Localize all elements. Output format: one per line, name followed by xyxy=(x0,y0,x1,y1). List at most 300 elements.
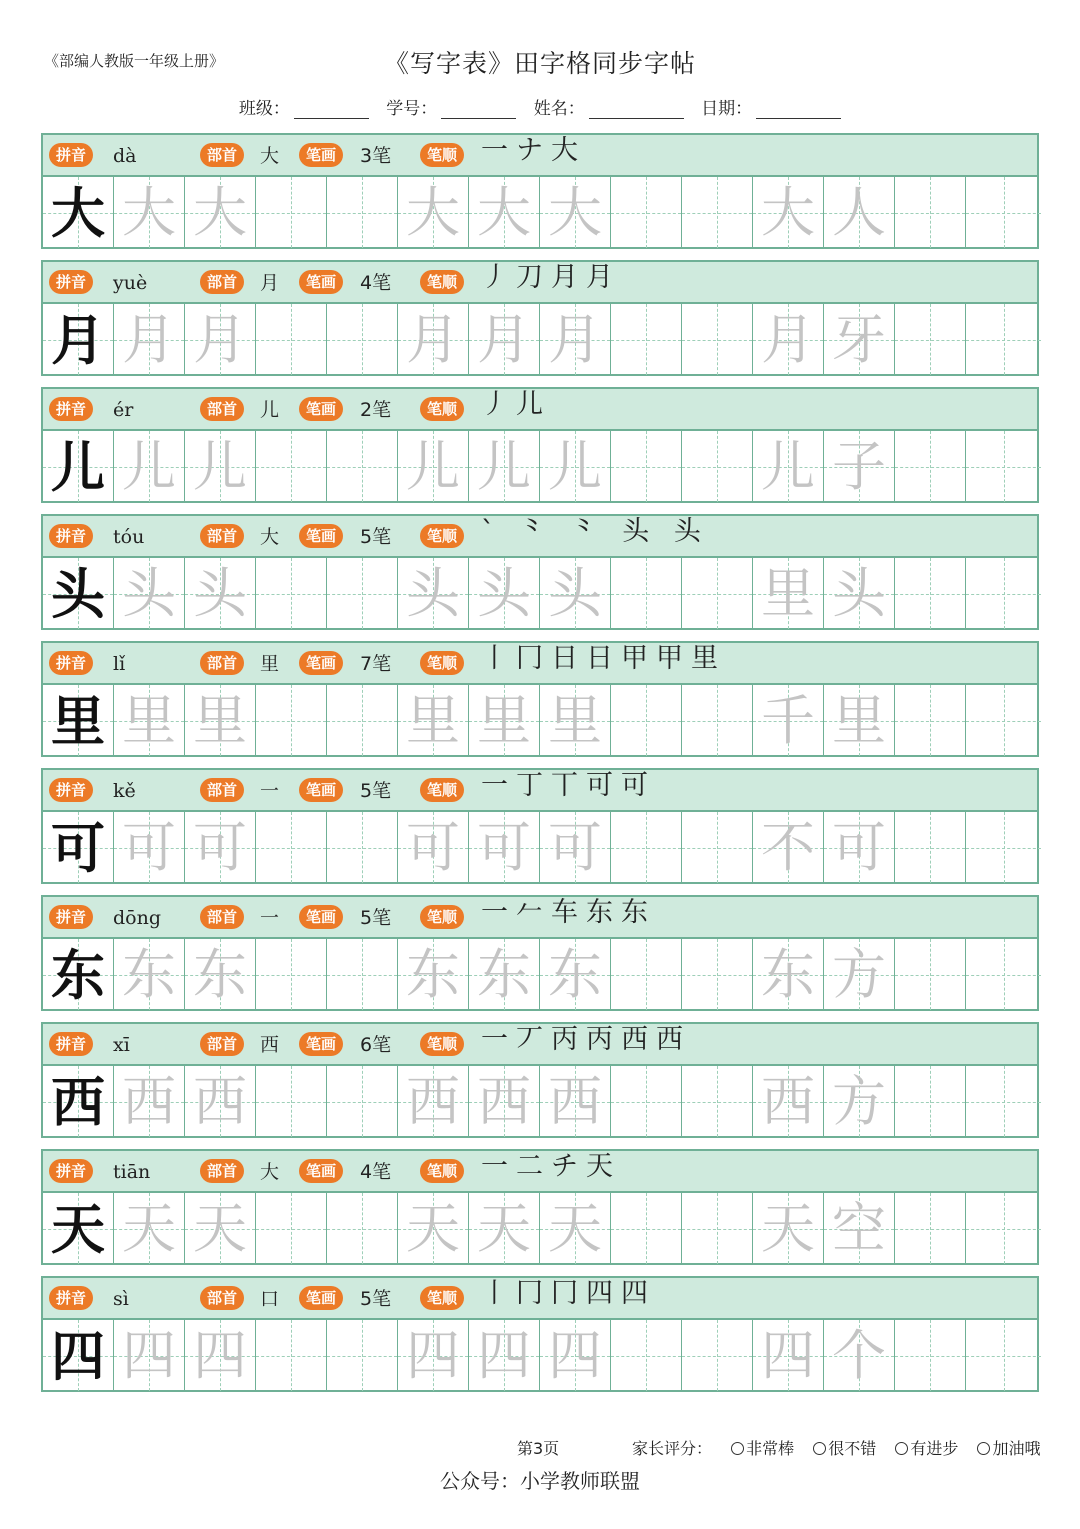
grid-cell[interactable] xyxy=(895,558,966,629)
grid-cell xyxy=(185,1066,256,1137)
pinyin-value: lǐ xyxy=(113,653,126,675)
grid-cell xyxy=(43,1066,114,1137)
trace-character: 天 xyxy=(122,1196,176,1260)
strokes-tag: 笔画 xyxy=(299,270,343,294)
grid-cell[interactable] xyxy=(611,558,682,629)
stroke-order-value: 丨冂冂四四 xyxy=(481,1278,656,1309)
trace-character: 可 xyxy=(122,815,176,879)
grid-cell[interactable] xyxy=(682,685,753,756)
trace-character: 东 xyxy=(406,942,460,1006)
word-character: 个 xyxy=(832,1323,886,1387)
word-character: 牙 xyxy=(832,307,886,371)
stroke-order-tag: 笔顺 xyxy=(420,397,464,421)
grid-cell xyxy=(469,939,540,1010)
grid-cell[interactable] xyxy=(682,812,753,883)
strokes-tag: 笔画 xyxy=(299,524,343,548)
pinyin-value: ér xyxy=(113,399,134,421)
grid-cell[interactable] xyxy=(327,304,398,375)
stroke-order-value: 一ナ大 xyxy=(481,135,586,166)
grid-cell[interactable] xyxy=(256,685,327,756)
grid-cell xyxy=(824,1320,895,1391)
grid-cell xyxy=(824,1193,895,1264)
grid-cell[interactable] xyxy=(682,304,753,375)
grid-cell xyxy=(753,685,824,756)
trace-character: 可 xyxy=(477,815,531,879)
grid-cell xyxy=(185,1193,256,1264)
trace-character: 儿 xyxy=(406,434,460,498)
grid-cell xyxy=(824,558,895,629)
trace-character: 大 xyxy=(406,180,460,244)
grid-cell[interactable] xyxy=(256,939,327,1010)
word-character: 方 xyxy=(832,1069,886,1133)
pinyin-value: sì xyxy=(113,1288,129,1310)
radical-value: 一 xyxy=(260,907,280,929)
grid-cell[interactable] xyxy=(256,558,327,629)
pinyin-tag: 拼音 xyxy=(49,1159,93,1183)
grid-cell[interactable] xyxy=(966,812,1041,883)
grid-cell xyxy=(43,431,114,502)
pinyin-tag: 拼音 xyxy=(49,651,93,675)
practice-row xyxy=(41,1276,1039,1392)
radical-value: 月 xyxy=(260,272,280,294)
trace-character: 头 xyxy=(548,561,602,625)
grid-cell xyxy=(398,431,469,502)
word-character: 儿 xyxy=(761,434,815,498)
trace-character: 四 xyxy=(122,1323,176,1387)
radical-value: 大 xyxy=(260,1161,280,1183)
grid-cell xyxy=(398,685,469,756)
grid-cell xyxy=(114,685,185,756)
eval-label: 家长评分： xyxy=(632,1439,713,1458)
student-info xyxy=(0,94,1080,119)
trace-character: 头 xyxy=(193,561,247,625)
grid-cell xyxy=(540,812,611,883)
strokes-value: 3笔 xyxy=(360,145,392,167)
word-character: 东 xyxy=(761,942,815,1006)
model-character: 西 xyxy=(51,1069,105,1134)
pinyin-value: tiān xyxy=(113,1161,151,1183)
grid-cell[interactable] xyxy=(256,1066,327,1137)
tianzige-grid xyxy=(43,812,1037,883)
grid-cell xyxy=(753,304,824,375)
eval-option-progress[interactable]: 有进步 xyxy=(895,1439,958,1458)
tianzige-grid xyxy=(43,939,1037,1010)
grid-cell[interactable] xyxy=(611,939,682,1010)
grid-cell xyxy=(43,685,114,756)
stroke-order-value: 一丆丙丙西西 xyxy=(481,1024,691,1055)
tianzige-grid xyxy=(43,1066,1037,1137)
grid-cell xyxy=(540,1320,611,1391)
class-blank[interactable] xyxy=(294,102,369,119)
grid-cell xyxy=(824,1066,895,1137)
date-field[interactable] xyxy=(701,94,841,119)
grid-cell xyxy=(753,812,824,883)
radical-tag: 部首 xyxy=(200,1286,244,1310)
row-header xyxy=(43,1151,1037,1193)
trace-character: 儿 xyxy=(548,434,602,498)
trace-character: 里 xyxy=(548,688,602,752)
strokes-value: 5笔 xyxy=(360,1288,392,1310)
radical-value: 口 xyxy=(260,1288,280,1310)
trace-character: 西 xyxy=(193,1069,247,1133)
trace-character: 西 xyxy=(548,1069,602,1133)
strokes-value: 4笔 xyxy=(360,1161,392,1183)
grid-cell xyxy=(540,431,611,502)
trace-character: 东 xyxy=(477,942,531,1006)
model-character: 四 xyxy=(51,1323,105,1388)
grid-cell xyxy=(469,177,540,248)
radical-value: 里 xyxy=(260,653,280,675)
trace-character: 西 xyxy=(406,1069,460,1133)
grid-cell[interactable] xyxy=(256,431,327,502)
trace-character: 儿 xyxy=(122,434,176,498)
model-character: 可 xyxy=(51,815,105,880)
grid-cell[interactable] xyxy=(682,177,753,248)
grid-cell[interactable] xyxy=(682,558,753,629)
grid-cell xyxy=(753,177,824,248)
tianzige-grid xyxy=(43,1193,1037,1264)
grid-cell[interactable] xyxy=(895,304,966,375)
trace-character: 里 xyxy=(193,688,247,752)
radical-value: 大 xyxy=(260,145,280,167)
grid-cell[interactable] xyxy=(327,939,398,1010)
date-label: 日期： xyxy=(701,99,753,119)
practice-row xyxy=(41,641,1039,757)
stroke-order-tag: 笔顺 xyxy=(420,524,464,548)
model-character: 里 xyxy=(51,688,105,753)
trace-character: 月 xyxy=(122,307,176,371)
student-id-field[interactable] xyxy=(386,94,516,119)
student-id-blank[interactable] xyxy=(441,102,516,119)
class-label: 班级： xyxy=(238,99,290,119)
grid-cell xyxy=(540,558,611,629)
class-field[interactable] xyxy=(239,94,369,119)
date-blank[interactable] xyxy=(756,102,841,119)
grid-cell[interactable] xyxy=(966,177,1041,248)
practice-row xyxy=(41,260,1039,376)
grid-cell[interactable] xyxy=(895,1193,966,1264)
row-header xyxy=(43,643,1037,685)
grid-cell xyxy=(185,812,256,883)
strokes-tag: 笔画 xyxy=(299,1032,343,1056)
grid-cell[interactable] xyxy=(611,177,682,248)
trace-character: 里 xyxy=(477,688,531,752)
grid-cell xyxy=(469,812,540,883)
stroke-order-tag: 笔顺 xyxy=(420,143,464,167)
pinyin-tag: 拼音 xyxy=(49,1286,93,1310)
grid-cell[interactable] xyxy=(966,1320,1041,1391)
grid-cell[interactable] xyxy=(895,1320,966,1391)
radical-value: 大 xyxy=(260,526,280,548)
grid-cell xyxy=(114,177,185,248)
grid-cell xyxy=(540,177,611,248)
radical-tag: 部首 xyxy=(200,397,244,421)
trace-character: 四 xyxy=(548,1323,602,1387)
radical-value: 西 xyxy=(260,1034,280,1056)
stroke-order-value: ` ⺀ ⺀ 头 头 xyxy=(481,516,709,547)
grid-cell xyxy=(753,1066,824,1137)
radical-tag: 部首 xyxy=(200,651,244,675)
strokes-tag: 笔画 xyxy=(299,1286,343,1310)
grid-cell xyxy=(43,812,114,883)
pinyin-value: tóu xyxy=(113,526,145,548)
word-character: 子 xyxy=(832,434,886,498)
word-character: 可 xyxy=(832,815,886,879)
strokes-value: 6笔 xyxy=(360,1034,392,1056)
account-label: 公众号：小学教师联盟 xyxy=(440,1469,640,1493)
grid-cell xyxy=(43,939,114,1010)
grid-cell[interactable] xyxy=(256,304,327,375)
edition-label: 《部编人教版一年级上册》 xyxy=(44,52,225,70)
grid-cell[interactable] xyxy=(327,812,398,883)
practice-row xyxy=(41,1022,1039,1138)
trace-character: 四 xyxy=(193,1323,247,1387)
stroke-order-value: 一丁丅可可 xyxy=(481,770,656,801)
grid-cell xyxy=(753,1320,824,1391)
radical-value: 一 xyxy=(260,780,280,802)
grid-cell[interactable] xyxy=(327,431,398,502)
strokes-tag: 笔画 xyxy=(299,651,343,675)
trace-character: 可 xyxy=(193,815,247,879)
row-header xyxy=(43,135,1037,177)
strokes-value: 5笔 xyxy=(360,526,392,548)
tianzige-grid xyxy=(43,431,1037,502)
grid-cell[interactable] xyxy=(966,431,1041,502)
name-field[interactable] xyxy=(534,94,684,119)
grid-cell xyxy=(824,304,895,375)
pinyin-tag: 拼音 xyxy=(49,270,93,294)
word-character: 人 xyxy=(832,180,886,244)
model-character: 大 xyxy=(51,180,105,245)
grid-cell xyxy=(469,304,540,375)
grid-cell xyxy=(540,1193,611,1264)
practice-row xyxy=(41,895,1039,1011)
grid-cell[interactable] xyxy=(256,1193,327,1264)
tianzige-grid xyxy=(43,177,1037,248)
strokes-tag: 笔画 xyxy=(299,1159,343,1183)
practice-row xyxy=(41,514,1039,630)
trace-character: 里 xyxy=(122,688,176,752)
row-header xyxy=(43,262,1037,304)
radical-tag: 部首 xyxy=(200,524,244,548)
pinyin-tag: 拼音 xyxy=(49,778,93,802)
pinyin-value: xī xyxy=(113,1034,130,1056)
grid-cell[interactable] xyxy=(327,1320,398,1391)
trace-character: 四 xyxy=(406,1323,460,1387)
grid-cell xyxy=(540,1066,611,1137)
trace-character: 头 xyxy=(477,561,531,625)
word-character: 方 xyxy=(832,942,886,1006)
stroke-order-tag: 笔顺 xyxy=(420,1159,464,1183)
word-character: 头 xyxy=(832,561,886,625)
stroke-order-tag: 笔顺 xyxy=(420,270,464,294)
practice-row xyxy=(41,387,1039,503)
grid-cell[interactable] xyxy=(895,177,966,248)
grid-cell xyxy=(398,177,469,248)
practice-rows xyxy=(41,133,1039,1403)
stroke-order-value: 一二チ天 xyxy=(481,1151,621,1182)
grid-cell[interactable] xyxy=(256,1320,327,1391)
trace-character: 东 xyxy=(122,942,176,1006)
grid-cell xyxy=(398,304,469,375)
grid-cell xyxy=(185,431,256,502)
grid-cell[interactable] xyxy=(327,177,398,248)
word-character: 千 xyxy=(761,688,815,752)
grid-cell[interactable] xyxy=(895,1066,966,1137)
grid-cell[interactable] xyxy=(966,558,1041,629)
grid-cell[interactable] xyxy=(682,1193,753,1264)
grid-cell[interactable] xyxy=(895,431,966,502)
trace-character: 儿 xyxy=(477,434,531,498)
grid-cell[interactable] xyxy=(966,304,1041,375)
pinyin-value: kě xyxy=(113,780,136,802)
grid-cell xyxy=(398,1066,469,1137)
model-character: 儿 xyxy=(51,434,105,499)
grid-cell xyxy=(824,431,895,502)
trace-character: 西 xyxy=(122,1069,176,1133)
strokes-value: 2笔 xyxy=(360,399,392,421)
grid-cell[interactable] xyxy=(611,431,682,502)
grid-cell[interactable] xyxy=(611,1193,682,1264)
grid-cell xyxy=(540,304,611,375)
pinyin-value: yuè xyxy=(113,272,148,294)
word-character: 大 xyxy=(761,180,815,244)
grid-cell[interactable] xyxy=(611,685,682,756)
grid-cell[interactable] xyxy=(966,1193,1041,1264)
trace-character: 头 xyxy=(122,561,176,625)
grid-cell xyxy=(398,1320,469,1391)
name-blank[interactable] xyxy=(589,102,684,119)
eval-option-great[interactable]: 非常棒 xyxy=(731,1439,794,1458)
model-character: 头 xyxy=(51,561,105,626)
strokes-value: 4笔 xyxy=(360,272,392,294)
trace-character: 东 xyxy=(548,942,602,1006)
word-character: 空 xyxy=(832,1196,886,1260)
strokes-value: 5笔 xyxy=(360,780,392,802)
grid-cell xyxy=(114,1193,185,1264)
trace-character: 头 xyxy=(406,561,460,625)
grid-cell[interactable] xyxy=(327,1193,398,1264)
strokes-value: 7笔 xyxy=(360,653,392,675)
stroke-order-value: 丿儿 xyxy=(481,389,551,420)
trace-character: 天 xyxy=(193,1196,247,1260)
grid-cell xyxy=(753,431,824,502)
grid-cell xyxy=(114,939,185,1010)
grid-cell[interactable] xyxy=(611,304,682,375)
trace-character: 四 xyxy=(477,1323,531,1387)
grid-cell[interactable] xyxy=(256,812,327,883)
grid-cell xyxy=(185,304,256,375)
radical-tag: 部首 xyxy=(200,143,244,167)
grid-cell[interactable] xyxy=(611,1320,682,1391)
trace-character: 大 xyxy=(193,180,247,244)
trace-character: 可 xyxy=(406,815,460,879)
grid-cell[interactable] xyxy=(895,685,966,756)
pinyin-value: dōng xyxy=(113,907,162,929)
grid-cell xyxy=(185,558,256,629)
practice-row xyxy=(41,133,1039,249)
grid-cell xyxy=(469,558,540,629)
grid-cell xyxy=(469,1066,540,1137)
grid-cell xyxy=(753,558,824,629)
pinyin-tag: 拼音 xyxy=(49,397,93,421)
word-character: 西 xyxy=(761,1069,815,1133)
grid-cell[interactable] xyxy=(682,939,753,1010)
grid-cell xyxy=(540,939,611,1010)
tianzige-grid xyxy=(43,1320,1037,1391)
eval-option-keep-going[interactable]: 加油哦 xyxy=(977,1439,1040,1458)
trace-character: 西 xyxy=(477,1069,531,1133)
model-character: 月 xyxy=(51,307,105,372)
trace-character: 东 xyxy=(193,942,247,1006)
tianzige-grid xyxy=(43,304,1037,375)
grid-cell xyxy=(114,558,185,629)
grid-cell[interactable] xyxy=(966,939,1041,1010)
student-id-label: 学号： xyxy=(386,99,438,119)
trace-character: 儿 xyxy=(193,434,247,498)
grid-cell[interactable] xyxy=(327,558,398,629)
grid-cell[interactable] xyxy=(895,812,966,883)
stroke-order-tag: 笔顺 xyxy=(420,905,464,929)
trace-character: 可 xyxy=(548,815,602,879)
row-header xyxy=(43,897,1037,939)
grid-cell[interactable] xyxy=(966,1066,1041,1137)
practice-row xyxy=(41,1149,1039,1265)
grid-cell xyxy=(114,304,185,375)
grid-cell xyxy=(185,939,256,1010)
grid-cell[interactable] xyxy=(682,1320,753,1391)
grid-cell xyxy=(469,1320,540,1391)
grid-cell[interactable] xyxy=(256,177,327,248)
pinyin-tag: 拼音 xyxy=(49,1032,93,1056)
trace-character: 天 xyxy=(477,1196,531,1260)
eval-option-good[interactable]: 很不错 xyxy=(813,1439,876,1458)
grid-cell[interactable] xyxy=(895,939,966,1010)
radical-value: 儿 xyxy=(260,399,280,421)
name-label: 姓名： xyxy=(533,99,585,119)
grid-cell[interactable] xyxy=(682,1066,753,1137)
grid-cell[interactable] xyxy=(327,685,398,756)
grid-cell xyxy=(753,939,824,1010)
row-header xyxy=(43,389,1037,431)
strokes-tag: 笔画 xyxy=(299,143,343,167)
grid-cell xyxy=(114,431,185,502)
stroke-order-value: 一𠂉车东东 xyxy=(481,897,656,928)
grid-cell xyxy=(185,1320,256,1391)
row-header xyxy=(43,1024,1037,1066)
grid-cell xyxy=(43,558,114,629)
word-character: 不 xyxy=(761,815,815,879)
grid-cell[interactable] xyxy=(611,812,682,883)
strokes-tag: 笔画 xyxy=(299,397,343,421)
grid-cell xyxy=(185,177,256,248)
stroke-order-tag: 笔顺 xyxy=(420,1032,464,1056)
grid-cell[interactable] xyxy=(682,431,753,502)
grid-cell xyxy=(540,685,611,756)
grid-cell xyxy=(43,1320,114,1391)
trace-character: 大 xyxy=(548,180,602,244)
grid-cell xyxy=(398,1193,469,1264)
trace-character: 大 xyxy=(122,180,176,244)
tianzige-grid xyxy=(43,558,1037,629)
row-header xyxy=(43,516,1037,558)
grid-cell[interactable] xyxy=(966,685,1041,756)
model-character: 东 xyxy=(51,942,105,1007)
row-header xyxy=(43,770,1037,812)
radical-tag: 部首 xyxy=(200,1159,244,1183)
grid-cell[interactable] xyxy=(327,1066,398,1137)
grid-cell[interactable] xyxy=(611,1066,682,1137)
